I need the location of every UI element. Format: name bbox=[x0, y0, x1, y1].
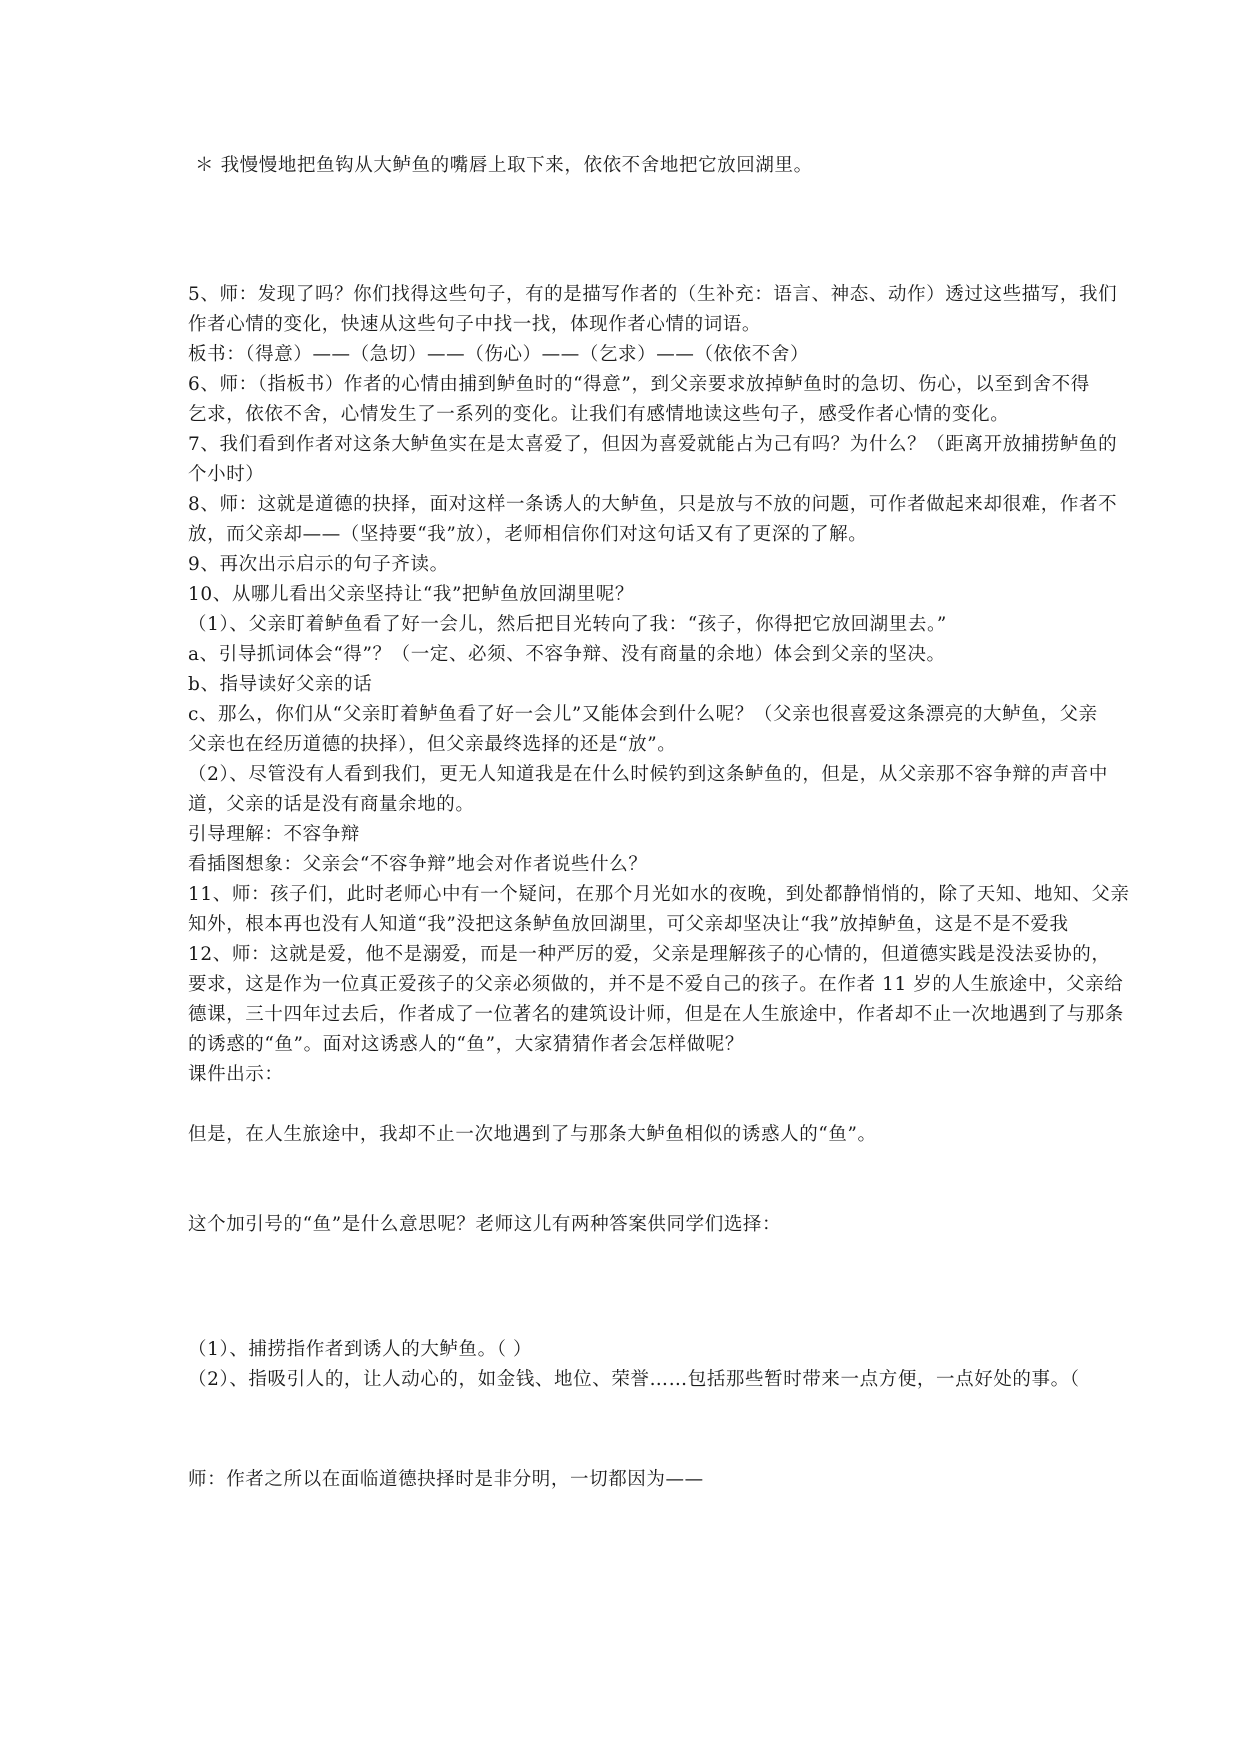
paragraph-7-line-1: 7、我们看到作者对这条大鲈鱼实在是太喜爱了，但因为喜爱就能占为己有吗？为什么？（距离开放捕捞鲈鱼的 bbox=[188, 434, 1118, 455]
paragraph-12-line-3: 德课，三十四年过去后，作者成了一位著名的建筑设计师，但是在人生旅途中，作者却不止一次地遇到了与那条 bbox=[188, 1004, 1124, 1025]
paragraph-6-line-1: 6、师：（指板书）作者的心情由捕到鲈鱼时的“得意”，到父亲要求放掉鲈鱼时的急切、伤心，以至到舍不得 bbox=[188, 374, 1090, 395]
paragraph-5-line-2: 作者心情的变化，快速从这些句子中找一找，体现作者心情的词语。 bbox=[188, 314, 762, 335]
paragraph-12-line-4: 的诱惑的“鱼”。面对这诱惑人的“鱼”，大家猜猜作者会怎样做呢？ bbox=[188, 1034, 744, 1055]
paragraph-10: 10、从哪儿看出父亲坚持让“我”把鲈鱼放回湖里呢？ bbox=[188, 584, 634, 605]
item-c-line-1: c、那么，你们从“父亲盯着鲈鱼看了好一会儿”又能体会到什么呢？（父亲也很喜爱这条漂亮的大鲈鱼，父亲 bbox=[188, 704, 1098, 725]
courseware-sentence: 但是，在人生旅途中，我却不止一次地遇到了与那条大鲈鱼相似的诱惑人的“鱼”。 bbox=[188, 1124, 877, 1145]
item-b: b、指导读好父亲的话 bbox=[188, 674, 373, 695]
quote-1: （1）、父亲盯着鲈鱼看了好一会儿，然后把目光转向了我：“孩子，你得把它放回湖里去。” bbox=[188, 614, 947, 635]
choice-1: （1）、捕捞指作者到诱人的大鲈鱼。（ ） bbox=[188, 1339, 533, 1360]
paragraph-8-line-1: 8、师：这就是道德的抉择，面对这样一条诱人的大鲈鱼，只是放与不放的问题，可作者做起来却很难，作者不 bbox=[188, 494, 1118, 515]
paragraph-12-line-1: 12、师：这就是爱，他不是溺爱，而是一种严厉的爱，父亲是理解孩子的心情的，但道德实践是没法妥协的， bbox=[188, 944, 1111, 965]
choice-2: （2）、指吸引人的，让人动心的，如金钱、地位、荣誉……包括那些暂时带来一点方便，一点好处的事。（ bbox=[188, 1369, 1080, 1390]
guide-understanding: 引导理解：不容争辩 bbox=[188, 824, 360, 845]
closing-line: 师：作者之所以在面临道德抉择时是非分明，一切都因为—— bbox=[188, 1469, 704, 1490]
item-a: a、引导抓词体会“得”？（一定、必须、不容争辩、没有商量的余地）体会到父亲的坚决。 bbox=[188, 644, 946, 665]
paragraph-7-line-2: 个小时） bbox=[188, 464, 265, 485]
quote-2-line-2: 道，父亲的话是没有商量余地的。 bbox=[188, 794, 475, 815]
question-line: 这个加引号的“鱼”是什么意思呢？老师这儿有两种答案供同学们选择： bbox=[188, 1214, 782, 1235]
quote-2-line-1: （2）、尽管没有人看到我们，更无人知道我是在什么时候钓到这条鲈鱼的，但是，从父亲那不容争辩的声音中 bbox=[188, 764, 1108, 785]
courseware-heading: 课件出示： bbox=[188, 1064, 284, 1085]
paragraph-9: 9、再次出示启示的句子齐读。 bbox=[188, 554, 449, 575]
paragraph-11-line-1: 11、师：孩子们，此时老师心中有一个疑问，在那个月光如水的夜晚，到处都静悄悄的，除了天知、地知、父亲 bbox=[188, 884, 1130, 905]
paragraph-8-line-2: 放，而父亲却——（坚持要“我”放），老师相信你们对这句话又有了更深的了解。 bbox=[188, 524, 868, 545]
paragraph-6-line-2: 乞求，依依不舍，心情发生了一系列的变化。让我们有感情地读这些句子，感受作者心情的变化。 bbox=[188, 404, 1010, 425]
bullet-sentence: ＊ 我慢慢地把鱼钩从大鲈鱼的嘴唇上取下来，依依不舍地把它放回湖里。 bbox=[195, 155, 813, 176]
item-c-line-2: 父亲也在经历道德的抉择），但父亲最终选择的还是“放”。 bbox=[188, 734, 677, 755]
paragraph-12-line-2: 要求，这是作为一位真正爱孩子的父亲必须做的，并不是不爱自己的孩子。在作者 11 岁的人生旅途中，父亲给 bbox=[188, 974, 1124, 995]
paragraph-5-line-1: 5、师：发现了吗？你们找得这些句子，有的是描写作者的（生补充：语言、神态、动作）透过这些描写，我们 bbox=[188, 284, 1118, 305]
paragraph-11-line-2: 知外，根本再也没有人知道“我”没把这条鲈鱼放回湖里，可父亲却坚决让“我”放掉鲈鱼，这是不是不爱我 bbox=[188, 914, 1069, 935]
blackboard-notes: 板书：（得意）——（急切）——（伤心）——（乞求）——（依依不舍） bbox=[188, 344, 810, 365]
picture-imagination: 看插图想象：父亲会“不容争辩”地会对作者说些什么？ bbox=[188, 854, 648, 875]
